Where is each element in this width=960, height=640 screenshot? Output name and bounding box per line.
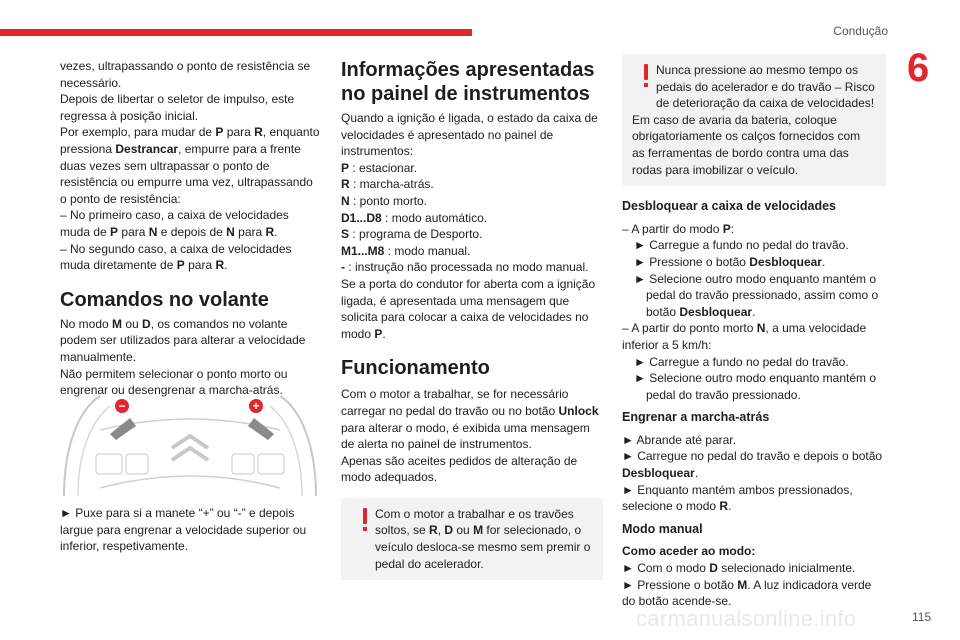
driver-door-text bbox=[341, 276, 603, 342]
bold-term: R bbox=[254, 125, 263, 140]
text-run: – No segundo caso, a caixa de velocidades muda diretamente de bbox=[60, 241, 292, 273]
paragraph: Apenas são aceites pedidos de alteração de modo adequados. bbox=[341, 453, 578, 485]
step-item bbox=[622, 354, 886, 371]
text-run: ► Selecione outro modo enquanto mantém o pedal do travão pressionado, assim como o botão bbox=[634, 271, 879, 319]
gear-code: R bbox=[341, 177, 350, 192]
bold-term: N bbox=[226, 224, 235, 239]
warning-text bbox=[351, 506, 593, 572]
paragraph bbox=[341, 386, 603, 452]
text-run: . bbox=[274, 224, 278, 239]
header-accent-bar bbox=[0, 29, 472, 36]
bold-term: P bbox=[176, 258, 185, 273]
bold-term: D bbox=[142, 316, 151, 331]
column-3 bbox=[622, 54, 886, 610]
text-run: e depois de bbox=[157, 224, 227, 239]
bold-term: Desbloquear bbox=[622, 466, 695, 481]
warning-paragraph: Nunca pressione ao mesmo tempo os pedais do acelerador e do travão – Risco de deterioração da caixa de velocidades! bbox=[656, 63, 875, 111]
gear-status-item bbox=[341, 210, 603, 227]
paddle-minus-icon bbox=[115, 399, 129, 413]
gear-description: : estacionar. bbox=[349, 160, 418, 175]
text-run: ou bbox=[453, 523, 474, 538]
text-run: . bbox=[224, 258, 228, 273]
text-run: ► Com o modo bbox=[622, 561, 710, 576]
text-run: ► Abrande até parar. bbox=[622, 432, 736, 447]
heading-reverse: Engrenar a marcha-atrás bbox=[622, 410, 770, 425]
warning-paragraph: Em caso de avaria da bateria, coloque obrigatoriamente os calços fornecidos com as ferramentas de bordo contra uma das rodas para imobilizar o veículo. bbox=[632, 112, 861, 177]
gear-code: N bbox=[341, 193, 350, 208]
step-item bbox=[622, 221, 886, 238]
bold-term: R bbox=[719, 499, 729, 514]
gear-status-item bbox=[341, 243, 603, 260]
gear-description: : programa de Desporto. bbox=[349, 227, 483, 242]
warning-box-movement bbox=[341, 498, 603, 580]
gear-code: P bbox=[341, 160, 350, 175]
page-number: 115 bbox=[912, 610, 932, 624]
manual-steps bbox=[622, 560, 886, 610]
operation-text bbox=[341, 386, 603, 486]
step-item bbox=[622, 560, 886, 577]
step-item bbox=[622, 320, 886, 353]
text-run: ► Pressione o botão bbox=[622, 577, 738, 592]
column-1 bbox=[60, 58, 322, 399]
bold-term: Destrancar bbox=[115, 141, 179, 156]
bold-term: R bbox=[429, 523, 438, 538]
unlock-steps bbox=[622, 221, 886, 404]
heading-access-mode: Como aceder ao modo: bbox=[622, 544, 756, 559]
bold-term: R bbox=[215, 258, 225, 273]
text-run: No modo bbox=[60, 316, 113, 331]
step-item bbox=[622, 448, 886, 481]
text-run: . bbox=[752, 304, 756, 319]
gear-code: M1...M8 bbox=[341, 243, 385, 258]
heading-manual-mode: Modo manual bbox=[622, 521, 703, 536]
text-run: – A partir do modo bbox=[622, 221, 723, 236]
text-run: Por exemplo, para mudar de bbox=[60, 125, 216, 140]
heading-operation: Funcionamento bbox=[341, 357, 490, 380]
gear-code: D1...D8 bbox=[341, 210, 382, 225]
text-run: , a uma velocidade inferior a 5 km/h: bbox=[622, 321, 867, 352]
step-item bbox=[622, 254, 886, 271]
text-run: , os comandos no volante podem ser utilizados para alterar a velocidade manualmente. bbox=[60, 316, 306, 364]
text-run: . bbox=[728, 499, 732, 514]
text-run: . bbox=[694, 466, 699, 481]
text-run: Com o motor a trabalhar e os travões soltos, se bbox=[375, 506, 574, 538]
text-run: – A partir do ponto morto bbox=[622, 321, 757, 336]
instrument-intro: Quando a ignição é ligada, o estado da caixa de velocidades é apresentado no painel de instrumentos: bbox=[341, 111, 598, 159]
step-item bbox=[622, 271, 886, 321]
gear-code: S bbox=[341, 227, 350, 242]
steering-controls-text bbox=[60, 316, 322, 399]
gear-description: : modo automático. bbox=[381, 210, 488, 225]
paragraph bbox=[60, 207, 322, 240]
bold-term: Desbloquear bbox=[679, 304, 753, 319]
bold-term: D bbox=[709, 561, 718, 576]
gear-status-item bbox=[341, 193, 603, 210]
column-2 bbox=[341, 58, 603, 580]
text-run: para alterar o modo, é exibida uma mensagem de alerta no painel de instrumentos. bbox=[341, 420, 590, 452]
text-run: ► Carregue no pedal do travão e depois o botão bbox=[622, 449, 883, 464]
heading-steering-controls: Comandos no volante bbox=[60, 288, 269, 311]
gear-status-item bbox=[341, 160, 603, 177]
reverse-steps bbox=[622, 432, 886, 515]
text-run: para bbox=[223, 125, 255, 140]
gear-status-list bbox=[341, 160, 603, 276]
step-item bbox=[622, 577, 886, 610]
bold-term: Desbloquear bbox=[749, 254, 822, 269]
paragraph bbox=[60, 124, 322, 207]
bold-term: N bbox=[756, 321, 766, 336]
text-run: ► Carregue a fundo no pedal do travão. bbox=[634, 354, 849, 369]
step-item bbox=[622, 432, 886, 449]
text-run: ► Selecione outro modo enquanto mantém o pedal do travão pressionado. bbox=[634, 371, 877, 402]
bold-term: N bbox=[148, 224, 158, 239]
paddle-plus-icon bbox=[249, 399, 263, 413]
text-run: , enquanto pressiona bbox=[60, 125, 320, 156]
warning-text bbox=[632, 62, 876, 178]
text-run: , bbox=[437, 523, 445, 538]
heading-unlock: Desbloquear a caixa de velocidades bbox=[622, 199, 836, 214]
watermark: carmanualsonline.info bbox=[636, 606, 857, 631]
warning-exclamation-icon bbox=[361, 508, 369, 531]
gear-status-item bbox=[341, 226, 603, 243]
steering-wheel-illustration bbox=[60, 388, 320, 498]
text-run: , empurre para a frente duas vezes sem ultrapassar o ponto de resistência ou empurre uma vez, ultrapassando o ponto de resistência: bbox=[60, 141, 313, 206]
gear-description: : marcha-atrás. bbox=[349, 177, 434, 192]
step-item bbox=[622, 237, 886, 254]
bold-term: D bbox=[444, 523, 454, 538]
text-run: para bbox=[184, 258, 216, 273]
bold-term: P bbox=[722, 221, 731, 236]
heading-instrument-info: Informações apresentadas no painel de instrumentos bbox=[341, 59, 595, 105]
section-title: Condução bbox=[833, 24, 888, 38]
text-run: para bbox=[234, 224, 266, 239]
paragraph bbox=[60, 241, 322, 274]
text-run: : bbox=[730, 221, 735, 236]
bold-term: P bbox=[374, 326, 383, 341]
gear-status-item bbox=[341, 176, 603, 193]
bold-term: M bbox=[473, 523, 484, 538]
gear-description: : instrução não processada no modo manual. bbox=[345, 260, 589, 275]
text-run: . bbox=[382, 326, 386, 341]
text-run: Se a porta do condutor for aberta com a ignição ligada, é apresentada uma mensagem que solicita para colocar a caixa de velocidades no modo bbox=[341, 276, 596, 341]
text-run: para bbox=[118, 224, 149, 239]
bold-term: Unlock bbox=[558, 403, 599, 418]
gear-description: : ponto morto. bbox=[349, 193, 428, 208]
text-run: . bbox=[821, 254, 826, 269]
paragraph: vezes, ultrapassando o ponto de resistência se necessário. bbox=[60, 59, 311, 90]
bold-term: M bbox=[112, 316, 123, 331]
paragraph: Depois de libertar o seletor de impulso, este regressa à posição inicial. bbox=[60, 92, 295, 123]
gear-description: : modo manual. bbox=[384, 243, 471, 258]
image-caption bbox=[60, 505, 322, 555]
text-run: ► Pressione o botão bbox=[634, 254, 750, 269]
caption-text: ► Puxe para si a manete “+” ou “-” e depois largue para engrenar a velocidade superior ou inferior, respetivamente. bbox=[60, 506, 307, 554]
text-run: for selecionado, o veículo desloca-se mesmo sem premir o pedal do acelerador. bbox=[375, 523, 591, 571]
gear-code: - bbox=[341, 260, 345, 275]
warning-box-pedals bbox=[622, 54, 886, 186]
text-run: ou bbox=[122, 316, 143, 331]
step-item bbox=[622, 370, 886, 403]
chapter-number: 6 bbox=[907, 46, 930, 90]
text-run: – No primeiro caso, a caixa de velocidades muda de bbox=[60, 208, 289, 239]
text-run: ► Enquanto mantém ambos pressionados, selecione o modo bbox=[622, 482, 853, 514]
bold-term: P bbox=[110, 224, 119, 239]
paragraph bbox=[60, 316, 322, 366]
paragraph: Não permitem selecionar o ponto morto ou engrenar ou desengrenar a marcha-atrás. bbox=[60, 366, 288, 398]
step-item bbox=[622, 482, 886, 515]
svg-text:+: + bbox=[252, 399, 260, 413]
gear-status-item bbox=[341, 259, 603, 276]
text-run: ► Carregue a fundo no pedal do travão. bbox=[634, 238, 849, 253]
bold-term: M bbox=[737, 577, 748, 592]
text-run: . A luz indicadora verde do botão acende-se. bbox=[622, 577, 872, 609]
intro-paragraphs bbox=[60, 58, 322, 274]
svg-text:−: − bbox=[118, 399, 126, 413]
bold-term: P bbox=[215, 125, 224, 140]
text-run: Com o motor a trabalhar, se for necessário carregar no pedal do travão ou no botão bbox=[341, 387, 569, 418]
bold-term: R bbox=[265, 224, 275, 239]
paragraph bbox=[341, 276, 603, 342]
text-run: selecionado inicialmente. bbox=[717, 561, 856, 576]
warning-exclamation-icon bbox=[642, 64, 650, 87]
